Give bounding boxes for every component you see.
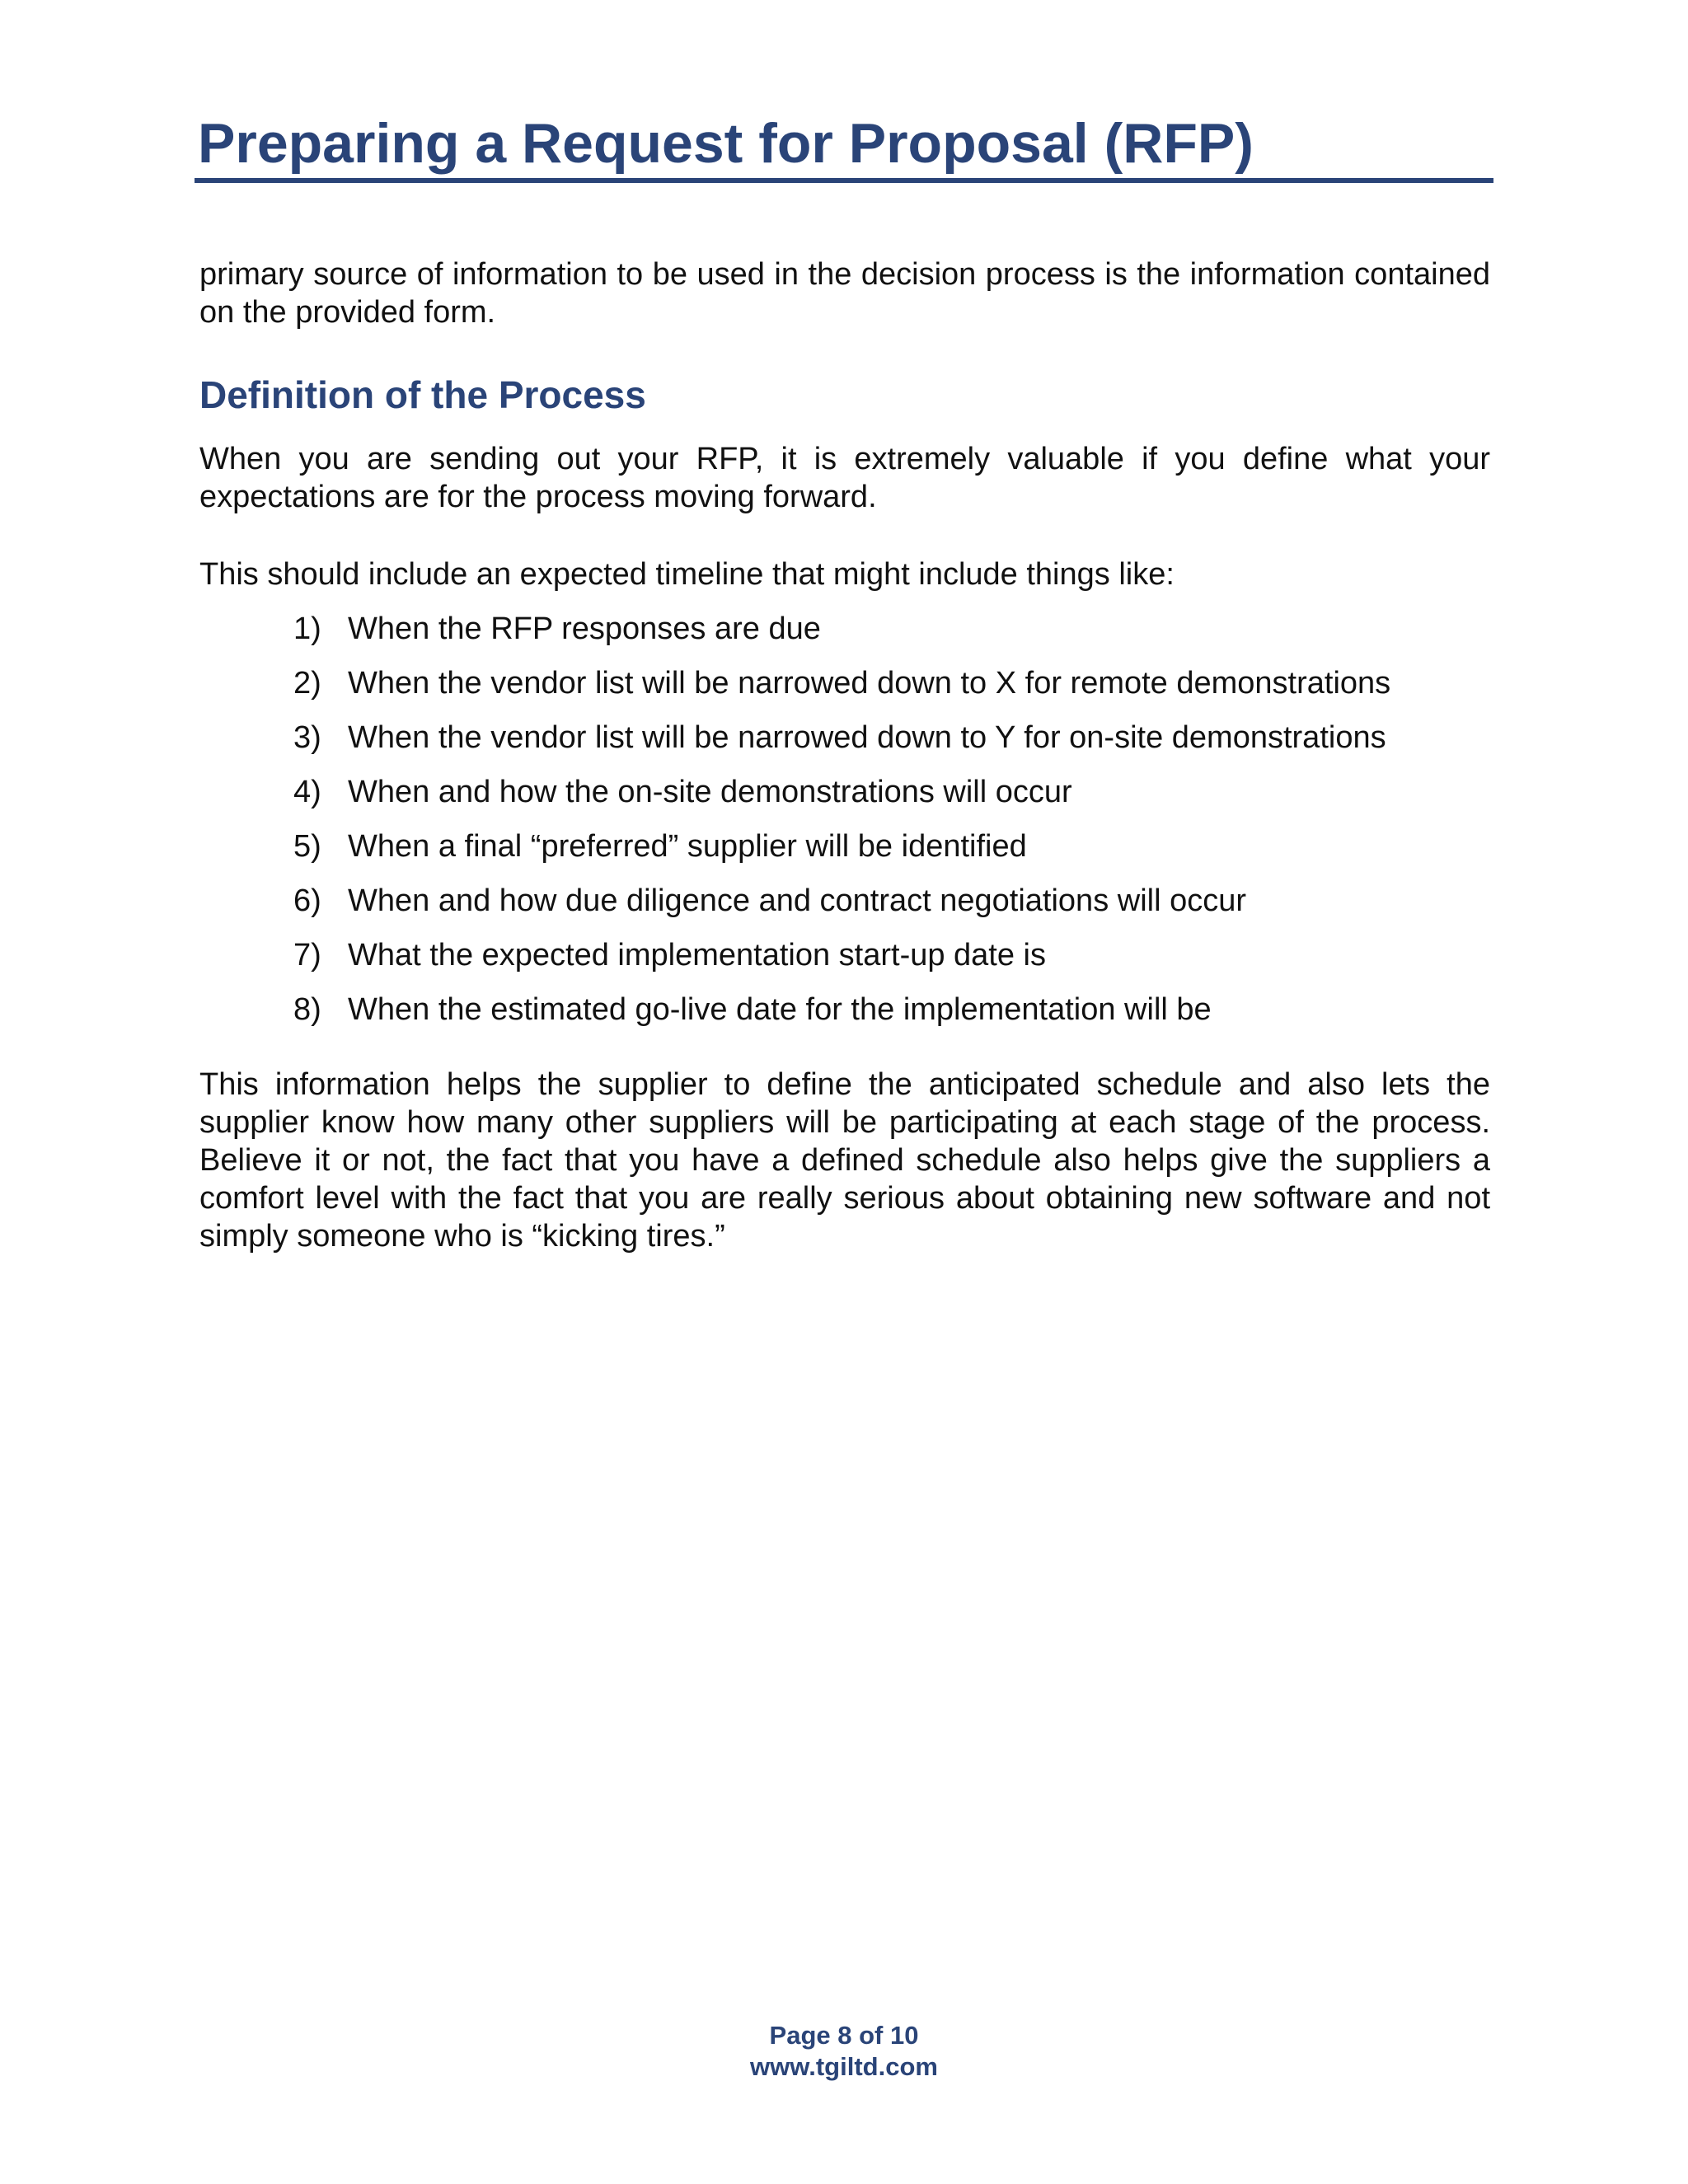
list-item-number: 5) [293, 829, 321, 864]
list-item [0, 928, 1688, 982]
timeline-intro-paragraph: This should include an expected timeline that might include things like: [199, 557, 1175, 592]
list-item-text: When a final “preferred” supplier will be identified [348, 829, 1027, 864]
list-item-number: 3) [293, 720, 321, 755]
list-item [0, 710, 1688, 765]
page-title: Preparing a Request for Proposal (RFP) [198, 112, 1254, 175]
list-item [0, 874, 1688, 928]
closing-paragraph: This information helps the supplier to define the anticipated schedule and also lets the supplier know how many other suppliers will be participating at each stage of the process. Believe it or not, the fact that you have a defined schedule also helps give the suppliers a comfort level with the fact that you are really serious about obtaining new software and not simply someone who is “kicking tires.” [199, 1067, 1490, 1254]
list-item-number: 6) [293, 883, 321, 918]
list-item [0, 819, 1688, 874]
list-item-text: When and how the on-site demonstrations will occur [348, 775, 1072, 809]
list-item-number: 2) [293, 666, 321, 701]
list-item-text: When and how due diligence and contract negotiations will occur [348, 883, 1246, 918]
section-heading: Definition of the Process [199, 373, 646, 416]
page-number: Page 8 of 10 [769, 2021, 919, 2050]
list-item-text: When the vendor list will be narrowed down to X for remote demonstrations [348, 666, 1391, 701]
list-item-number: 1) [293, 612, 321, 646]
timeline-list [0, 602, 1688, 1037]
list-item-number: 4) [293, 775, 321, 809]
list-item-text: When the estimated go-live date for the implementation will be [348, 992, 1212, 1027]
list-item [0, 602, 1688, 656]
list-item [0, 982, 1688, 1037]
list-item-number: 8) [293, 992, 321, 1027]
footer-website: www.tgiltd.com [750, 2052, 938, 2081]
list-item [0, 656, 1688, 710]
list-item-text: When the RFP responses are due [348, 612, 821, 646]
intro-paragraph: primary source of information to be used in the decision process is the information contained on the provided form. [199, 257, 1490, 330]
list-item-text: What the expected implementation start-up date is [348, 938, 1047, 972]
expectations-paragraph: When you are sending out your RFP, it is extremely valuable if you define what your expectations are for the process moving forward. [199, 442, 1490, 514]
list-item-number: 7) [293, 938, 321, 972]
list-item [0, 765, 1688, 819]
list-item-text: When the vendor list will be narrowed down to Y for on-site demonstrations [348, 720, 1386, 755]
title-underline-rule [195, 178, 1493, 183]
